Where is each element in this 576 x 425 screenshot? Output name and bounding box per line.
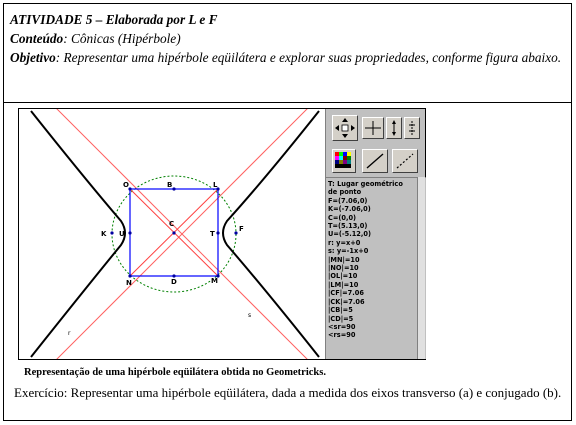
measurement-line: U=(-5.12,0) <box>328 230 372 239</box>
exercise-text: Exercício: Representar uma hipérbole eqüilátera, dada a medida dos eixos transverso (a) e conjugado (b). <box>14 385 562 400</box>
measurement-line: <sr=90 <box>328 322 356 331</box>
geometricks-figure <box>18 108 426 360</box>
label-f: F <box>239 225 244 233</box>
point-labels <box>68 181 251 337</box>
measurement-line: C=(0,0) <box>328 213 357 222</box>
label-r: r <box>68 330 71 337</box>
label-d: D <box>171 278 177 286</box>
measurement-line: r: y=x+0 <box>328 238 361 247</box>
measurements-list <box>326 177 426 359</box>
label-o: O <box>123 181 129 189</box>
figure-caption: Representação de uma hipérbole eqüilátera obtida no Geometricks. <box>24 367 326 378</box>
label-b: B <box>167 181 173 189</box>
solid-line-button[interactable] <box>362 149 388 173</box>
activity-frame <box>3 3 572 421</box>
objetivo-label: Objetivo <box>10 50 56 65</box>
label-u: U <box>119 230 125 238</box>
measurement-line: |NO|=10 <box>328 264 359 273</box>
zoom-horizontal-icon <box>405 118 419 138</box>
color-palette-button[interactable] <box>332 149 356 173</box>
measurement-line: |CB|=5 <box>328 306 353 315</box>
label-c: C <box>169 220 175 228</box>
objetivo-text: : Representar uma hipérbole eqüilátera e explorar suas propriedades, conforme figura abaixo. <box>55 50 562 65</box>
color-palette-icon <box>333 150 355 172</box>
label-s: s <box>248 312 252 319</box>
measurement-line: |MN|=10 <box>328 255 360 264</box>
zoom-horizontal-button[interactable] <box>404 117 420 139</box>
measurement-line: F=(7.06,0) <box>328 196 368 205</box>
solid-line-icon <box>363 150 387 172</box>
objetivo-line <box>10 48 565 67</box>
measurement-line: s: y=-1x+0 <box>328 247 369 256</box>
measurement-line: |CK|=7.06 <box>328 297 365 306</box>
measurement-line: <rs=90 <box>328 331 356 340</box>
geometricks-panel <box>325 109 425 359</box>
zoom-vertical-icon <box>387 118 401 138</box>
measurement-line: T=(5.13,0) <box>328 222 368 231</box>
move-arrows-button[interactable] <box>332 115 358 141</box>
navigation-toolbar <box>330 113 422 143</box>
activity-header <box>4 4 571 103</box>
conteudo-line <box>10 29 565 48</box>
dashed-line-button[interactable] <box>392 149 418 173</box>
activity-title-line <box>10 10 565 29</box>
activity-title: ATIVIDADE 5 – Elaborada por L e F <box>10 12 218 27</box>
label-t: T <box>210 230 215 238</box>
conteudo-text: : Cônicas (Hipérbole) <box>63 31 181 46</box>
zoom-vertical-button[interactable] <box>386 117 402 139</box>
measurement-line: T: Lugar geométrico <box>328 180 403 188</box>
axes-icon <box>363 118 383 138</box>
measurement-line: de ponto <box>328 188 362 197</box>
dashed-line-icon <box>393 150 417 172</box>
style-toolbar <box>330 149 422 175</box>
measurement-line: |CD|=5 <box>328 314 354 323</box>
label-k: K <box>101 230 107 238</box>
hyperbola-right-branch <box>223 111 319 357</box>
arrows-icon <box>333 116 357 140</box>
asymptote-s <box>19 109 324 359</box>
conteudo-label: Conteúdo <box>10 31 64 46</box>
list-scrollbar[interactable] <box>417 177 425 359</box>
label-n: N <box>126 279 132 287</box>
measurement-line: |OL|=10 <box>328 272 358 281</box>
label-m: M <box>211 277 218 285</box>
measurement-line: K=(-7.06,0) <box>328 205 371 214</box>
hyperbola-graph <box>19 109 324 359</box>
asymptote-r <box>19 109 324 359</box>
label-l: L <box>213 181 218 189</box>
measurement-line: |LM|=10 <box>328 280 359 289</box>
axes-button[interactable] <box>362 117 384 139</box>
measurement-line: |CF|=7.06 <box>328 289 364 298</box>
